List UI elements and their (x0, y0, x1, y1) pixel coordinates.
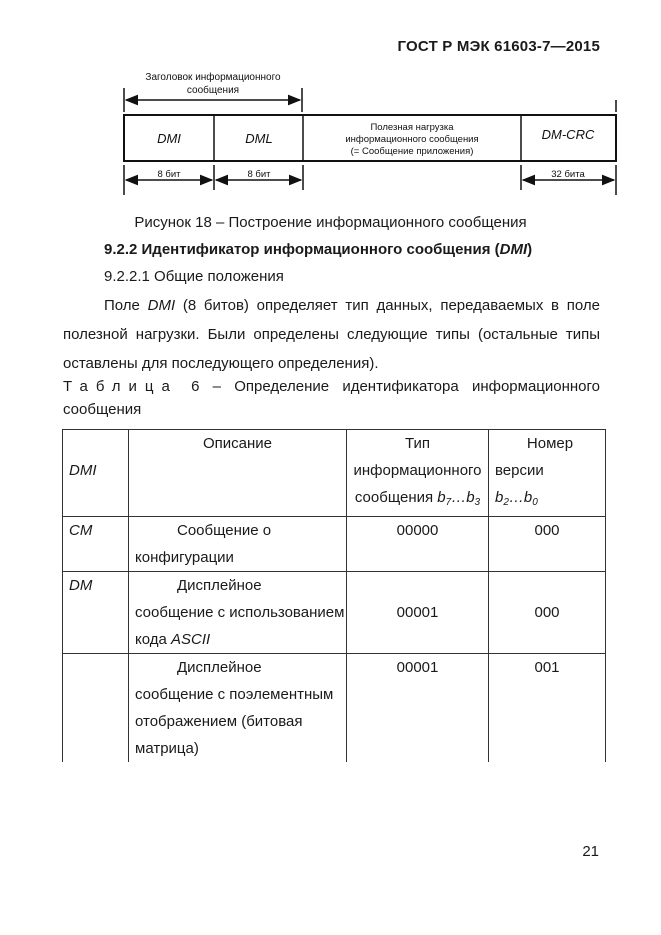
header-label-line2: сообщения (186, 85, 240, 96)
row-dmi: DM (63, 572, 129, 654)
body-paragraph: Поле DMI (8 битов) определяет тип данных, передаваемых в поле полезной нагрузки. Были определены следующие типы (остальные типы оставлены для последующего определения). (63, 297, 600, 372)
header-version-line2: версии (495, 462, 544, 479)
header-type-line2: информационного (353, 462, 482, 479)
row-type: 00000 (347, 517, 489, 572)
row-desc: Сообщение о конфигурации (129, 517, 347, 572)
message-structure-diagram (0, 0, 661, 210)
table-header-row (63, 430, 606, 517)
header-dmi: DMI (69, 462, 97, 479)
table-row (63, 572, 606, 654)
subsection-heading: 9.2.2.1 Общие положения (104, 268, 284, 285)
table-caption: Таблица 6 – Определение идентификатора информационного сообщения (63, 378, 600, 418)
table-row (63, 517, 606, 572)
header-version-line1: Номер (526, 435, 574, 452)
table-row (63, 654, 606, 763)
header-version-cell (489, 430, 606, 517)
header-type-line1: Тип (404, 435, 430, 452)
header-label-line1: Заголовок информационного (145, 72, 281, 83)
row-desc: Дисплейное сообщение с использованием кода ASCII (129, 572, 347, 654)
field-payload-line1: Полезная нагрузка (370, 122, 454, 133)
row-version: 001 (489, 654, 606, 763)
header-dmi-cell (63, 430, 129, 517)
field-dml: DML (245, 131, 273, 146)
field-payload-line3: (= Сообщение приложения) (350, 146, 474, 157)
header-type-line3: сообщения $b_7\dots b_3$ (354, 489, 481, 508)
field-payload-line2: информационного сообщения (345, 134, 479, 145)
section-heading: 9.2.2 Идентификатор информационного сообщения (DMI) (104, 241, 533, 258)
dmi-table (62, 429, 606, 762)
size-dmi: 8 бит (157, 169, 181, 180)
size-dml: 8 бит (247, 169, 271, 180)
page-number: 21 (582, 843, 599, 860)
row-dmi: CM (63, 517, 129, 572)
row-type: 00001 (347, 654, 489, 763)
size-crc: 32 бита (551, 169, 585, 180)
header-version-line3: $b_2\dots b_0$ (495, 489, 538, 508)
row-version: 000 (489, 572, 606, 654)
row-desc: Дисплейное сообщение с поэлементным отображением (битовая матрица) (129, 654, 347, 763)
figure-caption: Рисунок 18 – Построение информационного сообщения (134, 214, 527, 231)
field-dmi: DMI (157, 131, 181, 146)
document-id: ГОСТ Р МЭК 61603-7—2015 (397, 38, 600, 55)
header-type-cell (347, 430, 489, 517)
row-type: 00001 (347, 572, 489, 654)
row-version: 000 (489, 517, 606, 572)
header-desc: Описание (129, 430, 347, 517)
field-crc: DM-CRC (541, 127, 595, 142)
row-dmi (63, 654, 129, 763)
